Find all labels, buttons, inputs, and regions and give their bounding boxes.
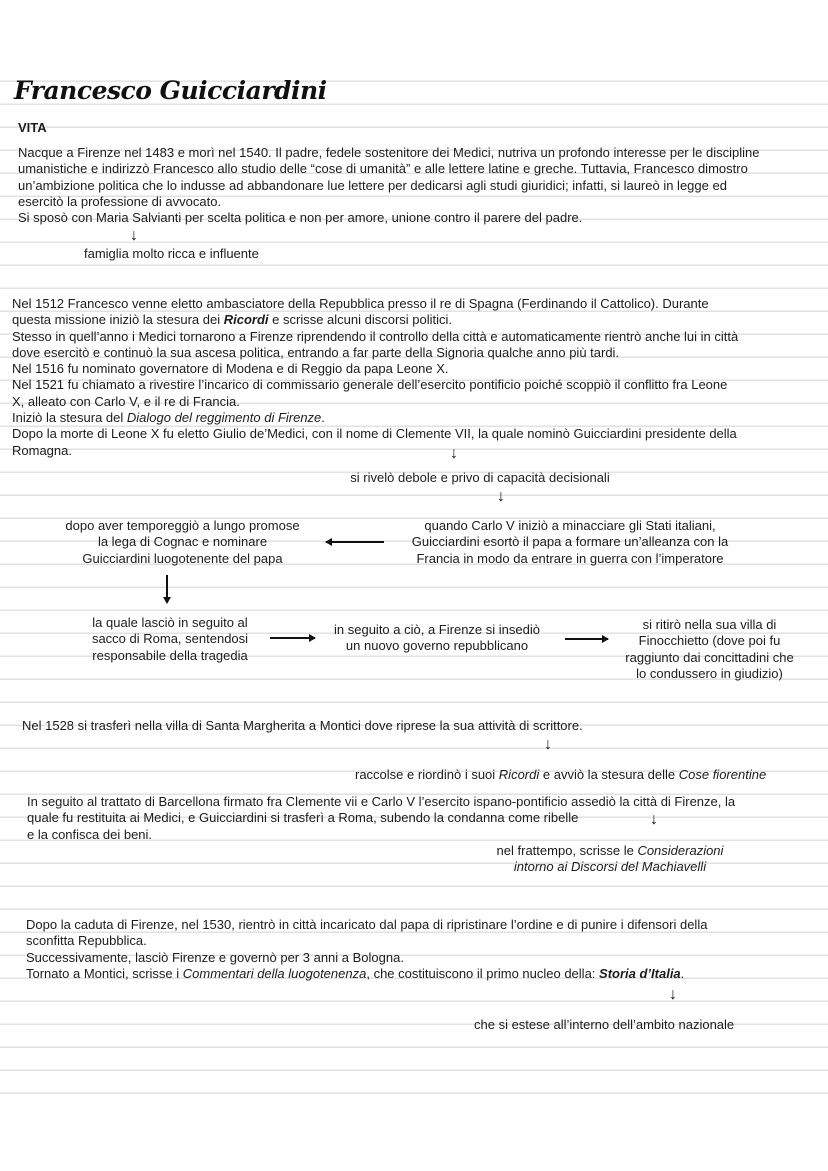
note-carlo-v: quando Carlo V iniziò a minacciare gli Stati italiani, Guicciardini esortò il papa a formare un’alleanza con la Francia in modo da entrare in guerra con l’imperatore xyxy=(411,518,729,566)
page-top-margin xyxy=(0,0,828,80)
work-title-dialogo: Dialogo del reggimento di Firenze xyxy=(126,410,322,426)
note-family: famiglia molto ricca e influente xyxy=(84,246,259,261)
text-line: Nel 1512 Francesco venne eletto ambasciatore della Repubblica presso il re di Spagna (Ferdinando il Cattolico). Durante xyxy=(12,296,709,311)
note-governo: in seguito a ciò, a Firenze si insediò un nuovo governo repubblicano xyxy=(334,622,540,654)
arrow-down-icon: ↓ xyxy=(130,227,138,244)
paragraph-caduta-firenze: Dopo la caduta di Firenze, nel 1530, rientrò in città incaricato dal papa di ripristinare l’ordine e di punire i difensori della sconfitta Repubblica. Successivamente, lasciò Firenze e governò per 3 anni a Bologna. Tornato a Montici, scrisse i Commentari della luogotenenza, che costituiscono il primo nucleo della: Storia d’Italia. xyxy=(26,917,708,981)
arrow-down-icon: ↓ xyxy=(669,986,677,1003)
section-heading: VITA xyxy=(18,120,47,135)
paragraph-career xyxy=(12,296,822,459)
note-ambito-nazionale: che si estese all’interno dell’ambito nazionale xyxy=(474,1017,735,1032)
text-line: Stesso in quell’anno i Medici tornarono a Firenze riprendendo il controllo della città e automaticamente rientrò anche lui in città xyxy=(12,328,739,344)
paragraph-barcellona: In seguito al trattato di Barcellona firmato fra Clemente vii e Carlo V l’esercito ispano-pontificio assediò la città di Firenze, la quale fu restituita ai Medici, e Guicciardini si trasferì a Roma, subendo la condanna come ribelle e la confisca dei beni. xyxy=(27,794,736,842)
arrow-down-line xyxy=(166,575,168,599)
arrow-down-icon: ↓ xyxy=(650,811,658,828)
text-line: questa missione iniziò la stesura dei Ricordi e scrisse alcuni discorsi politici. xyxy=(12,312,453,328)
text-line: esercitò la professione di avvocato. xyxy=(18,193,222,209)
arrow-down-icon: ↓ xyxy=(497,488,505,505)
page-bottom-margin xyxy=(0,1100,828,1171)
note-villa: si ritirò nella sua villa di Finocchietto (dove poi fu raggiunto dai concittadini che lo condussero in giudizio) xyxy=(625,617,794,681)
text-line: dove esercitò e continuò la sua ascesa politica, entrando a far parte della Signoria qualche anno più tardi. xyxy=(12,344,620,360)
work-title-storia-italia: Storia d’Italia xyxy=(599,965,681,981)
note-weak: si rivelò debole e privo di capacità decisionali xyxy=(350,470,610,485)
note-sacco: la quale lasciò in seguito al sacco di Roma, sentendosi responsabile della tragedia xyxy=(91,615,249,663)
note-cognac: dopo aver temporeggiò a lungo promose la lega di Cognac e nominare Guicciardini luogotenente del papa xyxy=(65,518,300,566)
note-considerazioni: nel frattempo, scrisse le Considerazioni intorno ai Discorsi del Machiavelli xyxy=(496,843,724,875)
paragraph-biography xyxy=(18,145,818,226)
arrow-right-icon xyxy=(270,637,315,639)
text-line: Nacque a Firenze nel 1483 e morì nel 1540. Il padre, fedele sostenitore dei Medici, nutriva un profondo interesse per le discipline xyxy=(18,145,760,160)
text-line: Dopo la morte di Leone X fu eletto Giulio de’Medici, con il nome di Clemente VII, la quale nominò Guicciardini presidente della xyxy=(12,426,737,442)
text-line: umanistiche e indirizzò Francesco allo studio delle “cose di umanità” e alle lettere latine e greche. Tuttavia, Francesco dimostro xyxy=(18,161,748,177)
arrow-down-icon xyxy=(163,597,171,604)
arrow-down-icon: ↓ xyxy=(544,736,552,753)
arrow-down-icon: ↓ xyxy=(450,445,458,462)
text-line: un’ambizione politica che lo indusse ad abbandonare lue lettere per dedicarsi agli studi giuridici; infatti, si laureò in legge ed xyxy=(18,177,727,193)
text-line: Iniziò la stesura del Dialogo del reggimento di Firenze. xyxy=(12,410,325,426)
text-line: Nel 1521 fu chiamato a rivestire l’incarico di commissario generale dell’esercito pontificio poiché scoppiò il conflitto fra Leone xyxy=(12,377,728,393)
paragraph-montici: Nel 1528 si trasferì nella villa di Santa Margherita a Montici dove riprese la sua attività di scrittore. xyxy=(22,718,583,733)
text-line: Nel 1516 fu nominato governatore di Modena e di Reggio da papa Leone X. xyxy=(12,361,449,377)
text-line: Romagna. xyxy=(12,442,72,458)
page-title: Francesco Guicciardini xyxy=(14,76,327,105)
arrow-left-icon xyxy=(326,541,384,543)
arrow-right-icon xyxy=(565,638,608,640)
work-title-commentari: Commentari della luogotenenza xyxy=(182,965,367,981)
text-line: X, alleato con Carlo V, e il re di Francia. xyxy=(12,393,240,409)
work-title-ricordi: Ricordi xyxy=(223,312,269,328)
note-ricordi: raccolse e riordinò i suoi Ricordi e avviò la stesura delle Cose fiorentine xyxy=(355,767,767,782)
text-line: Si sposò con Maria Salvianti per scelta politica e non per amore, unione contro il parere del padre. xyxy=(18,210,583,226)
